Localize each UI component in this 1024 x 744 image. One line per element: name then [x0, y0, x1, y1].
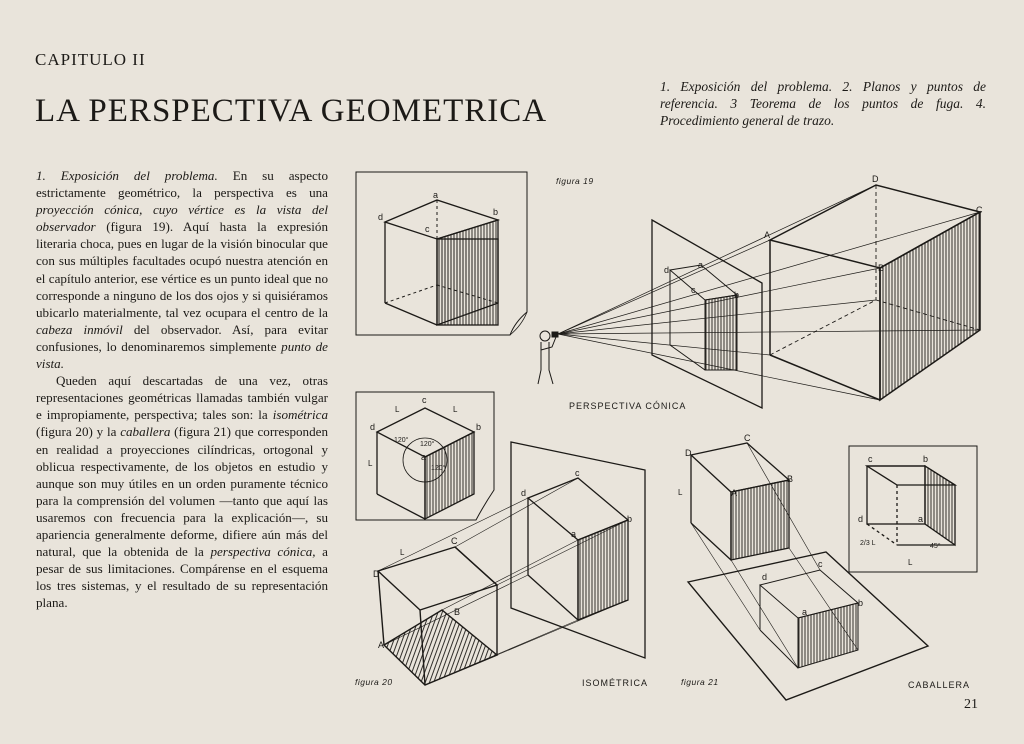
- vertex-label: D: [373, 569, 380, 579]
- text-run-italic: isométrica: [272, 407, 328, 423]
- figure-19-caption: figura 19: [556, 176, 594, 186]
- vertex-label: D: [872, 174, 879, 184]
- vertex-label: A: [378, 640, 385, 650]
- angle-label: 120°: [394, 437, 409, 444]
- vertex-label: d: [370, 422, 376, 432]
- text-run: (figura 19). Aquí hasta la expresión literaria choca, pues en lugar de la visión binocular que con sus múltiples facultades ocupó nuestra atención en el capítulo anterior, ese vértice es un punto ideal que no corresponde a ninguno de los dos ojos y si quisiéramos ubicarlo materialmente, tal vez ocupara el centro de la: [36, 219, 328, 320]
- text-run: En su aspecto estrictamente geométrico, la perspectiva es una: [36, 168, 328, 201]
- vertex-label: B: [454, 607, 461, 617]
- chapter-summary: 1. Exposición del problema. 2. Planos y puntos de referencia. 3 Teorema de los puntos de fuga. 4. Procedimiento general de trazo.: [660, 79, 986, 128]
- observer-figure: [538, 331, 558, 384]
- projected-cube: [670, 265, 740, 370]
- figure-21-caption: figura 21: [681, 677, 719, 687]
- text-run-italic: caballera: [120, 424, 171, 440]
- figure-20-caption: figura 20: [355, 677, 393, 687]
- vertex-label: a: [698, 260, 704, 270]
- vertex-label: a: [918, 514, 924, 524]
- vertex-label: b: [493, 207, 499, 217]
- vertex-label: a: [433, 190, 439, 200]
- vertex-label: c: [818, 559, 823, 569]
- caballera-cube: [867, 466, 955, 545]
- figure-19-cube: [385, 200, 498, 325]
- label-perspectiva-conica: PERSPECTIVA CÓNICA: [569, 401, 687, 411]
- vertex-label: A: [731, 488, 738, 498]
- vertex-label: A: [764, 230, 771, 240]
- vertex-label: C: [744, 433, 751, 443]
- vertex-label: b: [734, 290, 740, 300]
- ground-projection: [760, 570, 858, 668]
- edge-label: L: [395, 405, 400, 414]
- label-isometrica: ISOMÉTRICA: [582, 678, 649, 688]
- text-run-italic: perspectiva cónica,: [210, 544, 316, 560]
- vertex-label: d: [378, 212, 384, 222]
- text-run: (figura 20) y la: [36, 424, 121, 440]
- vertex-label: a: [571, 529, 577, 539]
- vertex-label: b: [476, 422, 482, 432]
- isometric-small-cube: [377, 408, 474, 519]
- isometric-solid-cube: [378, 547, 497, 685]
- page-title: LA PERSPECTIVA GEOMETRICA: [35, 93, 548, 129]
- vertex-label: b: [858, 598, 864, 608]
- edge-label: L: [400, 548, 405, 557]
- text-run-italic: punto de vista.: [36, 338, 328, 372]
- vertex-label: d: [521, 488, 527, 498]
- vertex-label: b: [923, 454, 929, 464]
- text-run: del observador. Así, para evitar confusiones, lo denominaremos simplemente: [36, 321, 328, 354]
- vertex-label: B: [787, 474, 794, 484]
- vertex-label: d: [858, 514, 864, 524]
- vertex-label: D: [685, 448, 692, 458]
- text-run-italic: proyección cónica, cuyo vértice es la vista del observador: [36, 202, 328, 235]
- cavalier-cube: [691, 443, 789, 560]
- chapter-label: CAPITULO II: [35, 50, 146, 69]
- vertex-label: B: [878, 263, 885, 273]
- vertex-label: c: [575, 468, 580, 478]
- large-cube: [770, 185, 980, 400]
- vertex-label: d: [664, 265, 670, 275]
- vertex-label: c: [691, 285, 696, 295]
- edge-label: L: [678, 488, 683, 497]
- angle-label: 120°: [420, 441, 435, 448]
- vertex-label: b: [627, 514, 633, 524]
- edge-label: L: [453, 405, 458, 414]
- angle-label: 45°: [930, 543, 941, 550]
- section-heading: 1. Exposición del problema.: [36, 168, 218, 183]
- vertex-label: c: [868, 454, 873, 464]
- fraction-label: 2/3 L: [860, 540, 876, 547]
- angle-label: 120°: [431, 465, 446, 472]
- edge-label: L: [908, 558, 913, 567]
- vertex-label: a: [802, 607, 808, 617]
- text-run: (figura 21) que corresponden en realidad a proyecciones cilíndricas, ortogonal y oblicua respectivamente, de los objetos en estudio y aunque son muy útiles en un orden puramente técnico para la comprensión del volumen —tanto que aquí las usaremos con frecuencia para la explicación—, su apariencia generalmente deforme, difiere aún más del natural, que la obtenida de la: [36, 424, 328, 560]
- text-run: a pesar de sus limitaciones. Compárense en el esquema los tres sistemas, y el resultado de su representación plana.: [36, 544, 328, 611]
- vertex-label: c: [425, 224, 430, 234]
- vertex-label: C: [976, 205, 983, 215]
- caballera-plane: [849, 446, 977, 572]
- edge-label: L: [368, 459, 373, 468]
- text-run: Queden aquí descartadas de una vez, otras representaciones geométricas llamadas también vulgar e impropiamente, perspectiva; tales son: la: [36, 373, 328, 423]
- page-number: 21: [964, 697, 978, 712]
- vertex-label: c: [422, 395, 427, 405]
- vertex-label: C: [451, 536, 458, 546]
- vertex-label: d: [762, 572, 768, 582]
- vertex-label: a: [421, 452, 427, 462]
- isometric-projected-cube: [528, 478, 628, 620]
- label-caballera: CABALLERA: [908, 680, 971, 690]
- text-run-italic: cabeza inmóvil: [36, 321, 123, 337]
